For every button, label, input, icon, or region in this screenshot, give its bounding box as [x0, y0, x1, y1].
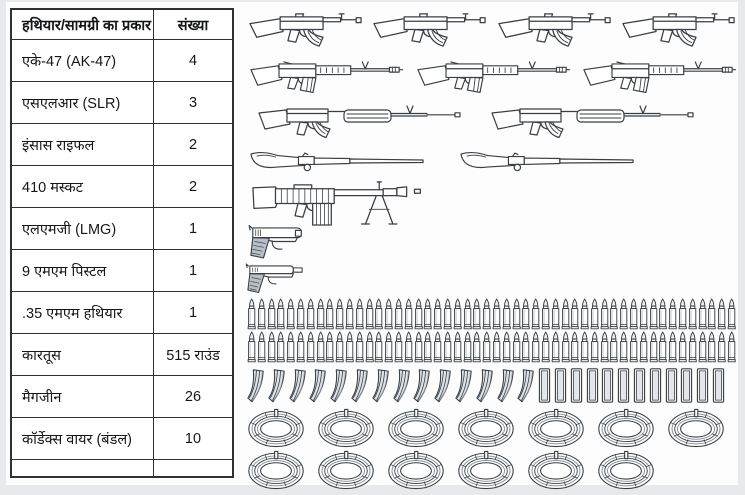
cartridge-icon: [316, 331, 325, 363]
quantity-cell: 2: [188, 136, 198, 153]
wire-coil-icon: [457, 408, 515, 448]
cartridge-icon: [453, 298, 462, 330]
quantity-cell: 10: [184, 430, 202, 447]
table-row: [12, 124, 232, 166]
slr-rifle-icon: [582, 57, 737, 96]
cartridge-icon: [688, 331, 697, 363]
weapon-type-cell: 9 एमएम पिस्टल: [12, 250, 154, 291]
cartridge-icon: [609, 298, 618, 330]
empty-cell: [12, 460, 154, 476]
wire-coil-icon: [247, 408, 305, 448]
cartridge-row-2: [247, 331, 737, 363]
insas-row: [257, 101, 695, 145]
infographic-panel: [6, 2, 738, 485]
cartridge-icon: [267, 331, 276, 363]
cartridge-icon: [688, 298, 697, 330]
weapon-type-cell: एके-47 (AK-47): [12, 40, 154, 81]
cartridge-icon: [247, 331, 256, 363]
cartridge-icon: [629, 331, 638, 363]
cartridge-icon: [590, 331, 599, 363]
cartridge-icon: [609, 331, 618, 363]
straight-magazine-icon: [633, 367, 646, 404]
cartridge-icon: [384, 331, 393, 363]
cartridge-row-1: [247, 298, 737, 330]
curved-magazine-icon: [393, 368, 411, 404]
table-row: [12, 292, 232, 334]
table-header-row: [12, 10, 232, 40]
cartridge-icon: [463, 298, 472, 330]
quantity-cell: 26: [184, 388, 202, 405]
pistol-9mm-icon: [247, 223, 309, 260]
cartridge-icon: [345, 298, 354, 330]
cartridge-icon: [404, 331, 413, 363]
cartridge-icon: [365, 331, 374, 363]
ak47-rifle-icon: [371, 7, 488, 52]
lmg-row: [251, 177, 437, 228]
header-weapon-type: हथियार/सामग्री का प्रकार: [12, 10, 154, 39]
curved-magazine-icon: [289, 368, 307, 404]
cartridge-icon: [355, 298, 364, 330]
wire-coil-icon: [527, 408, 585, 448]
straight-magazine-icon: [570, 367, 583, 404]
cartridge-icon: [570, 331, 579, 363]
cartridge-icon: [561, 298, 570, 330]
cartridge-icon: [257, 298, 266, 330]
cartridge-icon: [717, 298, 726, 330]
cartridge-icon: [531, 331, 540, 363]
cartridge-icon: [335, 331, 344, 363]
quantity-cell: 1: [188, 220, 198, 237]
cartridge-icon: [247, 298, 256, 330]
insas-rifle-icon: [257, 101, 462, 145]
cartridge-icon: [600, 298, 609, 330]
straight-magazine-icon: [554, 367, 567, 404]
table-row: [12, 334, 232, 376]
straight-magazine-icon: [712, 367, 725, 404]
header-count: संख्या: [177, 17, 209, 34]
musket-icon: [459, 148, 637, 174]
weapon-type-cell: कॉर्डेक्स वायर (बंडल): [12, 418, 154, 459]
cartridge-icon: [443, 298, 452, 330]
straight-magazine-icon: [617, 367, 630, 404]
cartridge-icon: [707, 331, 716, 363]
straight-magazine-icon: [649, 367, 662, 404]
cartridge-icon: [698, 331, 707, 363]
curved-magazine-icon: [476, 368, 494, 404]
cartridge-icon: [433, 298, 442, 330]
cartridge-icon: [276, 331, 285, 363]
wire-coil-icon: [317, 450, 375, 490]
cartridge-icon: [541, 331, 550, 363]
cartridge-icon: [443, 331, 452, 363]
cartridge-icon: [668, 298, 677, 330]
cartridge-icon: [453, 331, 462, 363]
cartridge-icon: [414, 331, 423, 363]
cartridge-icon: [590, 298, 599, 330]
slr-row: [249, 57, 737, 96]
cartridge-icon: [658, 298, 667, 330]
wire-coil-icon: [597, 408, 655, 448]
magazine-row: [247, 367, 725, 404]
cartridge-icon: [570, 298, 579, 330]
cartridge-icon: [639, 298, 648, 330]
musket-icon: [249, 148, 427, 174]
weapon-type-cell: मैगजीन: [12, 376, 154, 417]
cartridge-icon: [286, 331, 295, 363]
wire-coil-icon: [597, 450, 655, 490]
weapon-type-cell: एसएलआर (SLR): [12, 82, 154, 123]
cartridge-icon: [551, 298, 560, 330]
wire-coil-icon: [387, 408, 445, 448]
cartridge-icon: [649, 331, 658, 363]
weapon-type-cell: .35 एमएम हथियार: [12, 292, 154, 333]
cartridge-icon: [727, 298, 736, 330]
cartridge-icon: [678, 298, 687, 330]
cartridge-icon: [658, 331, 667, 363]
cartridge-icon: [325, 298, 334, 330]
cartridge-icon: [394, 331, 403, 363]
wire-coil-icon: [317, 408, 375, 448]
curved-magazine-icon: [413, 368, 431, 404]
table-row: [12, 40, 232, 82]
curved-magazine-icon: [309, 368, 327, 404]
ak47-rifle-icon: [247, 7, 364, 52]
curved-magazine-icon: [517, 368, 535, 404]
cartridge-icon: [306, 331, 315, 363]
cartridge-icon: [463, 331, 472, 363]
quantity-cell: 1: [188, 262, 198, 279]
curved-magazine-icon: [497, 368, 515, 404]
cartridge-icon: [365, 298, 374, 330]
empty-cell: [154, 460, 232, 476]
table-empty-row: [12, 460, 232, 476]
weapons-table: [10, 8, 234, 478]
curved-magazine-icon: [351, 368, 369, 404]
cartridge-icon: [296, 331, 305, 363]
cartridge-icon: [698, 298, 707, 330]
cartridge-icon: [276, 298, 285, 330]
cartridge-icon: [727, 331, 736, 363]
straight-magazine-icon: [538, 367, 551, 404]
cartridge-icon: [267, 298, 276, 330]
cartridge-icon: [306, 298, 315, 330]
cartridge-icon: [521, 298, 530, 330]
cartridge-icon: [600, 331, 609, 363]
pistol-35-icon: [245, 262, 305, 295]
cartridge-icon: [355, 331, 364, 363]
ak47-rifle-icon: [620, 7, 737, 52]
weapon-type-cell: 410 मस्कट: [12, 166, 154, 207]
cartridge-icon: [394, 298, 403, 330]
insas-rifle-icon: [490, 101, 695, 145]
cartridge-icon: [541, 298, 550, 330]
straight-magazine-icon: [696, 367, 709, 404]
quantity-cell: 2: [188, 178, 198, 195]
curved-magazine-icon: [434, 368, 452, 404]
cartridge-icon: [678, 331, 687, 363]
cartridge-icon: [423, 331, 432, 363]
cartridge-icon: [619, 331, 628, 363]
cartridge-icon: [580, 331, 589, 363]
cartridge-icon: [414, 298, 423, 330]
wire-coil-icon: [457, 450, 515, 490]
quantity-cell: 515 राउंड: [166, 347, 220, 364]
cartridge-icon: [649, 298, 658, 330]
cartridge-icon: [384, 298, 393, 330]
cartridge-icon: [707, 298, 716, 330]
wire-coil-icon: [527, 450, 585, 490]
cartridge-icon: [472, 331, 481, 363]
cartridge-icon: [316, 298, 325, 330]
musket-row: [249, 148, 637, 174]
cartridge-icon: [492, 298, 501, 330]
straight-magazine-icon: [680, 367, 693, 404]
cartridge-icon: [492, 331, 501, 363]
curved-magazine-icon: [268, 368, 286, 404]
cartridge-icon: [374, 331, 383, 363]
curved-magazine-icon: [330, 368, 348, 404]
cartridge-icon: [482, 298, 491, 330]
cartridge-icon: [629, 298, 638, 330]
pistol-9mm-row: [247, 223, 309, 260]
cartridge-icon: [639, 331, 648, 363]
curved-magazine-icon: [247, 368, 265, 404]
weapon-type-cell: एलएमजी (LMG): [12, 208, 154, 249]
cartridge-icon: [325, 331, 334, 363]
cartridge-icon: [521, 331, 530, 363]
lmg-icon: [251, 177, 437, 228]
table-row: [12, 208, 232, 250]
weapon-type-cell: इंसास राइफल: [12, 124, 154, 165]
cartridge-icon: [502, 331, 511, 363]
quantity-cell: 1: [188, 304, 198, 321]
cartridge-icon: [668, 331, 677, 363]
cartridge-icon: [551, 331, 560, 363]
weapon-type-cell: कारतूस: [12, 334, 154, 375]
cartridge-icon: [296, 298, 305, 330]
slr-rifle-icon: [249, 57, 404, 96]
cartridge-icon: [404, 298, 413, 330]
curved-magazine-icon: [372, 368, 390, 404]
cartridge-icon: [433, 331, 442, 363]
wire-coil-icon: [247, 450, 305, 490]
cartridge-icon: [423, 298, 432, 330]
wire-coil-row-2: [247, 450, 655, 490]
cartridge-icon: [717, 331, 726, 363]
cartridge-icon: [335, 298, 344, 330]
cartridge-icon: [512, 298, 521, 330]
wire-coil-icon: [387, 450, 445, 490]
cartridge-icon: [286, 298, 295, 330]
table-row: [12, 250, 232, 292]
ak47-row: [247, 7, 737, 52]
cartridge-icon: [472, 298, 481, 330]
curved-magazine-icon: [455, 368, 473, 404]
cartridge-icon: [257, 331, 266, 363]
table-row: [12, 82, 232, 124]
quantity-cell: 4: [188, 52, 198, 69]
slr-rifle-icon: [416, 57, 571, 96]
quantity-cell: 3: [188, 94, 198, 111]
cartridge-icon: [619, 298, 628, 330]
pistol-35-row: [245, 262, 305, 295]
straight-magazine-icon: [586, 367, 599, 404]
wire-coil-icon: [667, 408, 725, 448]
cartridge-icon: [580, 298, 589, 330]
illustration-panel: [245, 2, 739, 495]
cartridge-icon: [531, 298, 540, 330]
ak47-rifle-icon: [496, 7, 613, 52]
cartridge-icon: [345, 331, 354, 363]
cartridge-icon: [512, 331, 521, 363]
straight-magazine-icon: [665, 367, 678, 404]
cartridge-icon: [502, 298, 511, 330]
straight-magazine-icon: [601, 367, 614, 404]
wire-coil-row-1: [247, 408, 725, 448]
cartridge-icon: [482, 331, 491, 363]
cartridge-icon: [374, 298, 383, 330]
table-row: [12, 376, 232, 418]
table-row: [12, 166, 232, 208]
table-row: [12, 418, 232, 460]
cartridge-icon: [561, 331, 570, 363]
